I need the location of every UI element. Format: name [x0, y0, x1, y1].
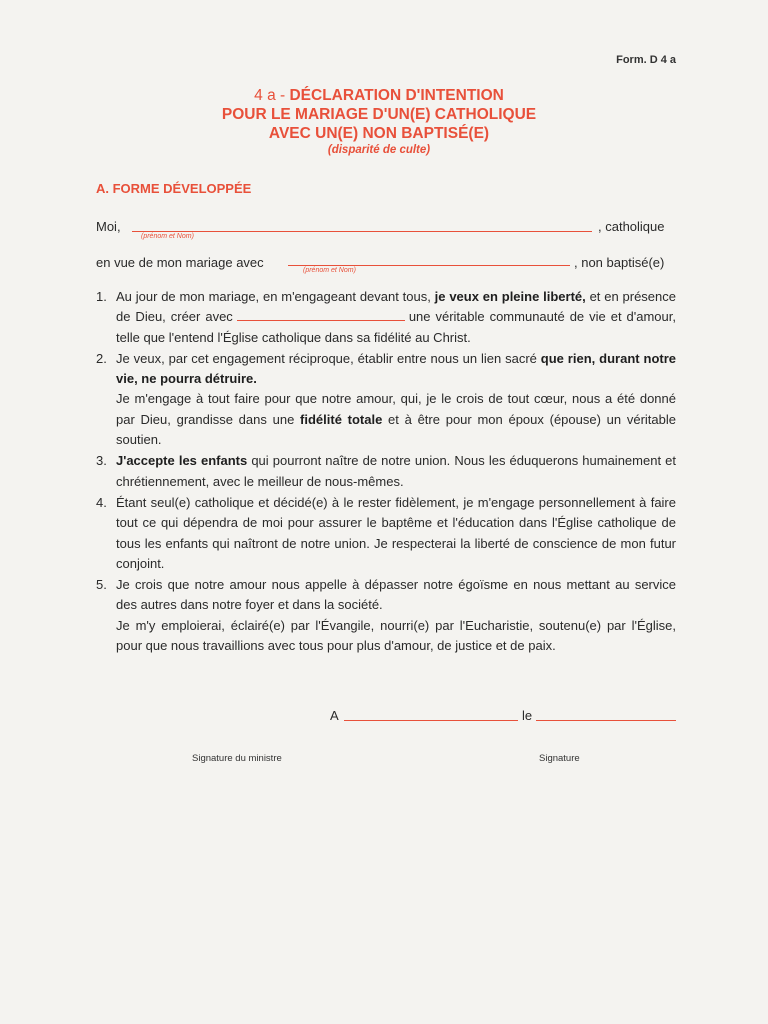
commitment-item-4: [96, 493, 676, 574]
commitment-list: [96, 287, 676, 657]
item-text: Étant seul(e) catholique et décidé(e) à le rester fidèlement, je m'engage personnellement à faire tout ce qui dépendra de moi pour assurer le baptême et l'éducation dans l'Église catholique de tous les enfants qui naîtront de notre union. Je respecterai la liberté de conscience de mon futur conjoint.: [116, 494, 676, 571]
moi-suffix: , catholique: [598, 219, 665, 234]
item-text: Je m'engage à tout faire pour que notre amour, qui, je le crois de tout cœur, nous a été donné par Dieu, grandisse dans une: [116, 391, 676, 427]
item-number: 1.: [96, 289, 107, 304]
item-number: 5.: [96, 577, 107, 593]
spouse-name-hint: (prénom et Nom): [303, 267, 356, 274]
moi-label: Moi,: [96, 219, 121, 234]
form-reference: Form. D 4 a: [616, 54, 676, 66]
moi-name-field[interactable]: [132, 231, 592, 232]
form-title: [100, 86, 658, 158]
item-number: 3.: [96, 453, 107, 469]
date-label: le: [522, 708, 533, 723]
commitment-item-1: [96, 287, 676, 348]
item-bold: J'accepte les enfants: [116, 453, 248, 469]
item-bold: que rien, durant notre vie, ne pourra détruire.: [116, 350, 677, 387]
commitment-item-3: [96, 451, 676, 492]
title-line-3: AVEC UN(E) NON BAPTISÉ(E): [268, 125, 490, 142]
item-number: 4.: [96, 494, 107, 510]
item-number: 2.: [96, 350, 107, 366]
item-bold: je veux en pleine liberté,: [434, 289, 586, 304]
item-text: une véritable communauté de vie et d'amour, telle que l'entend l'Église catholique dans sa fidélité au Christ.: [116, 309, 676, 345]
item-text: Au jour de mon mariage, en m'engageant devant tous,: [116, 289, 435, 304]
item-text: qui pourront naître de notre union. Nous les éduquerons humainement et chrétiennement, avec le meilleur de nous-mêmes.: [116, 453, 676, 489]
place-label: A: [330, 708, 339, 723]
title-line-2: POUR LE MARIAGE D'UN(E) CATHOLIQUE: [221, 106, 537, 123]
item-bold: fidélité totale: [300, 411, 383, 427]
item-text: Je m'y emploierai, éclairé(e) par l'Évangile, nourri(e) par l'Eucharistie, soutenu(e) par l'Église, pour que nous travaillions avec tous pour plus d'amour, de justice et de paix.: [116, 617, 676, 654]
title-number: 4 a -: [254, 87, 286, 104]
item-text: et en présence de Dieu, créer avec: [116, 289, 676, 325]
signature-label: Signature: [539, 753, 580, 764]
mariage-label: en vue de mon mariage avec: [96, 255, 264, 270]
spouse-name-field[interactable]: [288, 265, 570, 266]
partner-name-field[interactable]: [237, 309, 405, 321]
moi-name-hint: (prénom et Nom): [141, 233, 194, 240]
item-text: Je crois que notre amour nous appelle à dépasser notre égoïsme en nous mettant au service des autres dans notre foyer et dans la société.: [116, 577, 676, 613]
title-subtitle: (disparité de culte): [327, 144, 431, 156]
commitment-item-5: [96, 575, 676, 656]
mariage-suffix: , non baptisé(e): [574, 255, 665, 270]
title-line-1: DÉCLARATION D'INTENTION: [289, 87, 504, 104]
item-text: Je veux, par cet engagement réciproque, établir entre nous un lien sacré: [116, 350, 541, 366]
minister-signature-label: Signature du ministre: [192, 753, 282, 764]
item-text: et à être pour mon époux (épouse) un véritable soutien.: [116, 411, 676, 448]
commitment-item-2: [96, 349, 676, 450]
place-field[interactable]: [344, 720, 518, 721]
date-field[interactable]: [536, 720, 676, 721]
section-heading: A. FORME DÉVELOPPÉE: [96, 181, 252, 196]
